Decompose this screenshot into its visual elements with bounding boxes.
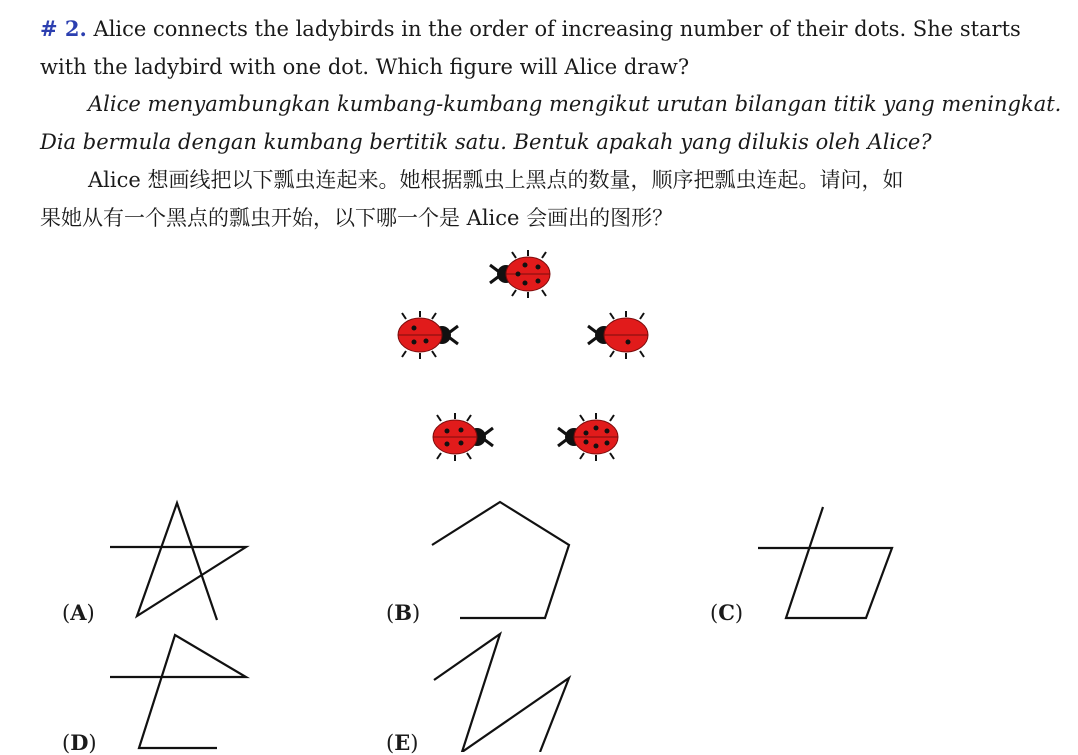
option-a-figure: [110, 503, 246, 620]
answer-figures: [0, 490, 1078, 752]
question-number: # 2.: [40, 16, 87, 41]
option-e-label[interactable]: (E): [386, 730, 419, 755]
option-b-label[interactable]: (B): [386, 600, 421, 625]
malay-line-1: Alice menyambungkan kumbang-kumbang mengikut urutan bilangan titik yang meningkat.: [88, 92, 1062, 116]
ladybird-bottom-right: [558, 413, 618, 461]
english-line-1: # 2. Alice connects the ladybirds in the order of increasing number of their dots. She starts: [40, 16, 1021, 41]
option-a-label[interactable]: (A): [62, 600, 95, 625]
chinese-line-1: Alice 想画线把以下瓢虫连起来。她根据瓢虫上黑点的数量，顺序把瓢虫连起。请问，如: [88, 168, 904, 192]
question-chinese: [40, 162, 1012, 237]
option-e-figure: [434, 634, 569, 752]
ladybird-arrangement: [0, 240, 1078, 470]
ladybird-middle-left: [398, 311, 458, 359]
option-c-figure: [758, 507, 892, 618]
ladybird-bottom-left: [433, 413, 493, 461]
english-line-2: with the ladybird with one dot. Which figure will Alice draw?: [40, 54, 690, 79]
malay-line-2: Dia bermula dengan kumbang bertitik satu. Bentuk apakah yang dilukis oleh Alice?: [40, 129, 932, 154]
question-english: [40, 10, 1021, 86]
question-malay: [40, 86, 1062, 161]
option-c-label[interactable]: (C): [710, 600, 744, 625]
option-d-label[interactable]: (D): [62, 730, 97, 755]
chinese-line-2: 果她从有一个黑点的瓢虫开始，以下哪一个是 Alice 会画出的图形？: [40, 205, 674, 230]
option-b-figure: [432, 502, 569, 618]
ladybird-middle-right: [588, 311, 648, 359]
option-d-figure: [110, 635, 246, 748]
ladybird-top: [490, 250, 550, 298]
